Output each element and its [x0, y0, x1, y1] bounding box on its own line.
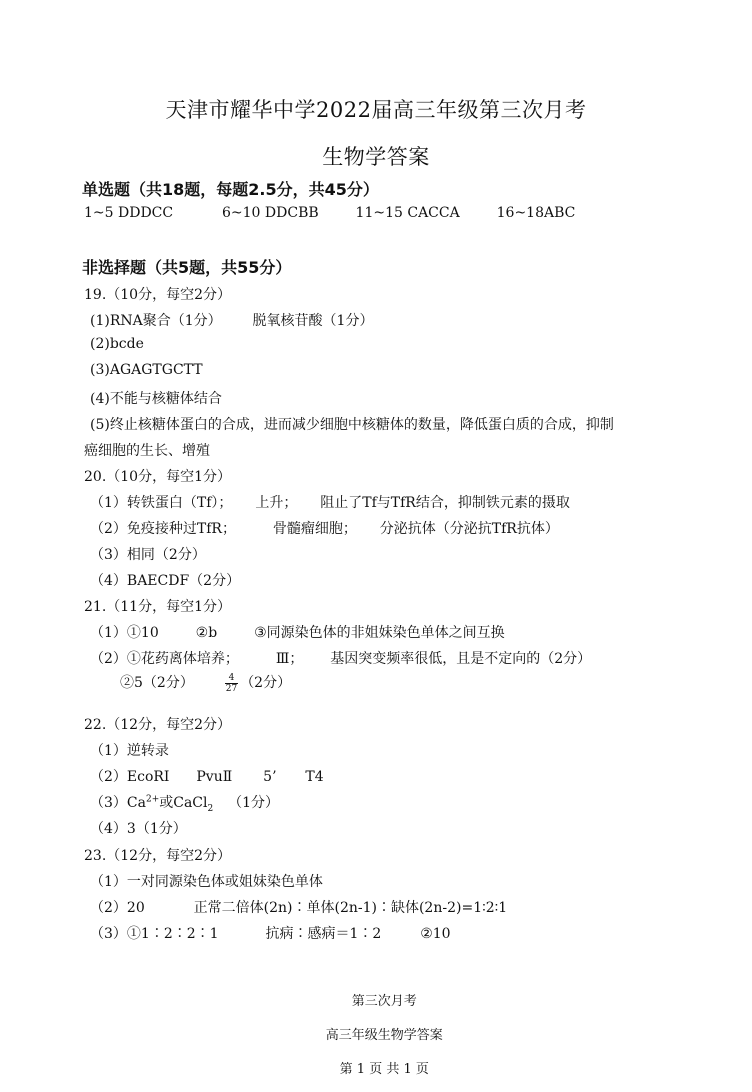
q19-line-2: (2)bcde [90, 336, 144, 352]
q22-answer-2b: PvuⅡ [196, 769, 233, 785]
q22-line-2 [90, 766, 324, 786]
q19-line-5-cont: 癌细胞的生长、增殖 [84, 443, 210, 459]
footer-exam-name: 第三次月考 [351, 994, 417, 1009]
section-heading-single-choice: 单选题（共18题，每题2.5分，共45分） [82, 180, 379, 199]
q21-answer-2a: （2）①花药离体培养； [90, 651, 239, 667]
q20-line-1 [90, 492, 570, 512]
q19-answer-1a: (1)RNA聚合（1分） [90, 313, 222, 329]
q21-answer-1c: ③同源染色体的非姐妹染色单体之间互换 [254, 625, 505, 641]
q20-heading: 20.（10分，每空1分） [84, 469, 231, 485]
q22-answer-2a: （2）EcoRⅠ [90, 769, 170, 785]
q23-answer-3c: ②10 [420, 926, 451, 942]
q23-line-1: （1）一对同源染色体或姐妹染色单体 [90, 874, 323, 890]
q22-answer-3c: （1分） [228, 795, 280, 811]
section-heading-non-choice: 非选择题（共5题，共55分） [82, 258, 292, 277]
superscript-charge: 2+ [145, 794, 160, 805]
q22-line-1: （1）逆转录 [90, 743, 169, 759]
q21-heading: 21.（11分，每空1分） [84, 599, 231, 615]
q20-answer-1c: 阻止了Tf与TfR结合，抑制铁元素的摄取 [320, 495, 570, 511]
q19-line-4: (4)不能与核糖体结合 [90, 391, 222, 407]
q21-line-2 [90, 648, 591, 668]
q22-line-3 [90, 792, 279, 814]
answer-group: 11~15 CACCA [355, 205, 460, 221]
q21-answer-3b: （2分） [240, 675, 292, 691]
q20-answer-2c: 分泌抗体（分泌抗TfR抗体） [379, 521, 559, 537]
fraction-denominator: 27 [225, 683, 238, 694]
q22-answer-3a: （3）Ca [90, 795, 146, 811]
q19-line-1 [90, 310, 373, 330]
q22-heading: 22.（12分，每空2分） [84, 717, 231, 733]
answer-group: 1~5 DDDCC [84, 205, 174, 221]
q21-line-3 [120, 672, 291, 694]
q21-answer-2b: Ⅲ； [275, 651, 304, 667]
q22-answer-3b: 或CaCl [159, 795, 208, 811]
q22-answer-2d: T4 [305, 769, 324, 785]
footer-page-number: 第 1 页 共 1 页 [339, 1062, 429, 1077]
q20-answer-1b: 上升； [255, 495, 298, 511]
page-title: 天津市耀华中学2022届高三年级第三次月考 [165, 98, 587, 122]
q23-answer-3a: （3）①1∶2∶2∶1 [90, 926, 219, 942]
q20-line-3: （3）相同（2分） [90, 547, 206, 563]
single-choice-answers [84, 205, 575, 221]
fraction-four-27 [225, 673, 238, 694]
q21-answer-2c: 基因突变频率很低，且是不定向的（2分） [330, 651, 592, 667]
q19-answer-1b: 脱氧核苷酸（1分） [252, 313, 374, 329]
q19-line-3: (3)AGAGTGCTT [90, 362, 203, 378]
q21-answer-1b: ②b [195, 625, 218, 641]
answer-group: 6~10 DDCBB [222, 205, 319, 221]
q20-line-4: （4）BAECDF（2分） [90, 573, 241, 589]
answer-group: 16~18ABC [496, 205, 576, 221]
q23-answer-3b: 抗病∶感病＝1∶2 [265, 926, 382, 942]
page-subtitle: 生物学答案 [322, 145, 430, 169]
q22-line-4: （4）3（1分） [90, 821, 187, 837]
q20-line-2 [90, 518, 559, 538]
q21-answer-1a: （1）①10 [90, 625, 159, 641]
q20-answer-2b: 骨髓瘤细胞； [272, 521, 357, 537]
subscript-count: 2 [207, 803, 214, 814]
q23-answer-2a: （2）20 [90, 900, 145, 916]
q21-line-1 [90, 622, 505, 642]
q19-heading: 19.（10分，每空2分） [84, 287, 231, 303]
fraction-numerator: 4 [225, 673, 238, 684]
q20-answer-1a: （1）转铁蛋白（Tf）； [90, 495, 233, 511]
q20-answer-2a: （2）免疫接种过TfR； [90, 521, 236, 537]
q22-answer-2c: 5’ [263, 769, 277, 785]
q23-answer-2b: 正常二倍体(2n)∶单体(2n-1)∶缺体(2n-2)=1∶2∶1 [193, 900, 508, 916]
q23-line-2 [90, 897, 507, 917]
q23-heading: 23.（12分，每空2分） [84, 848, 231, 864]
q21-answer-3a: ②5（2分） [120, 675, 194, 691]
page-footer [0, 975, 752, 1092]
q19-line-5: (5)终止核糖体蛋白的合成，进而减少细胞中核糖体的数量，降低蛋白质的合成，抑制 [90, 417, 614, 433]
footer-doc-name: 高三年级生物学答案 [325, 1028, 443, 1043]
q23-line-3 [90, 923, 451, 943]
